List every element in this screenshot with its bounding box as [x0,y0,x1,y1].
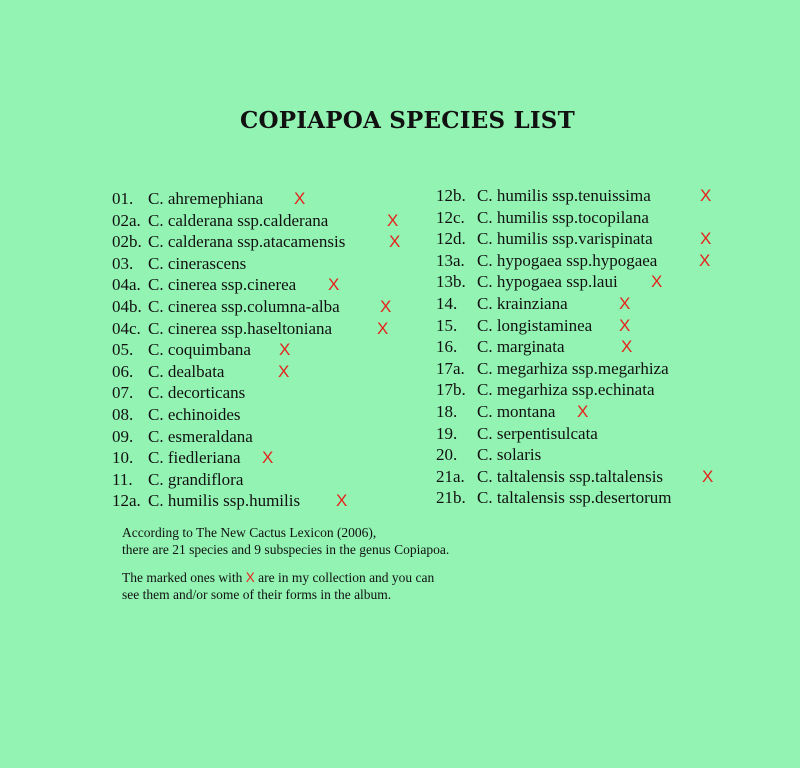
lexicon-note [122,524,449,558]
species-row [112,469,345,491]
note-line: there are 21 species and 9 subspecies in the genus Copiapoa. [122,542,450,557]
collection-mark: X [651,272,663,292]
species-name: C. megarhiza ssp.megarhiza [477,358,669,378]
species-row [436,379,672,401]
species-number: 02b. [112,232,142,252]
collection-mark: X [278,361,290,381]
species-name: C. esmeraldana [148,426,253,446]
species-number: 17b. [436,380,466,400]
species-row [112,318,389,340]
species-number: 19. [436,423,458,443]
species-name: C. marginata [477,337,565,357]
species-row [436,315,672,337]
species-number: 02a. [112,210,141,230]
species-row [112,231,401,253]
species-number: 09. [112,426,134,446]
collection-note [122,569,434,603]
collection-mark: X [377,318,389,338]
collection-mark: X [619,293,631,313]
species-number: 20. [436,445,458,465]
species-number: 04c. [112,318,141,338]
species-number: 17a. [436,358,465,378]
species-row [112,490,348,512]
species-number: 03. [112,253,134,273]
species-name: C. solaris [477,445,542,465]
species-name: C. coquimbana [148,340,251,360]
species-number: 12a. [112,491,141,511]
collection-mark: X [336,491,348,511]
species-number: 07. [112,383,134,403]
species-row [436,487,672,509]
species-name: C. hypogaea ssp.laui [477,272,618,292]
species-row [112,274,345,296]
species-number: 15. [436,315,458,335]
species-name: C. humilis ssp.humilis [148,491,301,511]
collection-mark: X [262,448,274,468]
species-number: 04a. [112,275,141,295]
species-name: C. humilis ssp.tenuissima [477,186,651,205]
note-text: The marked ones with [122,570,246,585]
species-number: 06. [112,361,134,381]
species-number: 01. [112,189,134,208]
collection-mark: X [699,250,711,270]
species-row [112,188,345,210]
species-row [112,426,345,448]
species-row [436,185,712,207]
species-row [112,296,392,318]
species-number: 13b. [436,272,466,292]
species-name: C. ahremephiana [148,189,264,208]
collection-mark: X [619,315,631,335]
species-list-right [436,185,714,509]
species-row [112,447,345,469]
species-row [436,250,711,272]
species-list-left [112,188,401,512]
species-row [112,404,345,426]
collection-mark: X [294,189,306,208]
species-name: C. montana [477,401,556,421]
species-name: C. calderana ssp.calderana [148,210,329,230]
species-row [436,466,714,488]
note-text: are in my collection and you can [254,570,435,585]
species-row [436,271,672,293]
species-row [112,382,345,404]
species-name: C. taltalensis ssp.desertorum [477,488,672,508]
collection-mark: X [245,570,255,585]
species-number: 14. [436,293,458,313]
species-name: C. taltalensis ssp.taltalensis [477,466,664,486]
species-row [112,339,345,361]
species-row [436,293,672,315]
species-number: 12b. [436,186,466,205]
species-number: 21a. [436,466,465,486]
collection-mark: X [380,296,392,316]
species-number: 10. [112,448,134,468]
species-name: C. serpentisulcata [477,423,598,443]
note-line [122,569,434,586]
page-title: COPIAPOA SPECIES LIST [240,107,575,134]
species-name: C. longistaminea [477,315,593,335]
species-name: C. hypogaea ssp.hypogaea [477,250,658,270]
species-name: C. dealbata [148,361,225,381]
species-row [436,401,672,423]
collection-mark: X [700,186,712,205]
species-name: C. cinerascens [148,253,247,273]
species-row [112,361,345,383]
species-name: C. humilis ssp.tocopilana [477,207,649,227]
species-name: C. decorticans [148,383,246,403]
species-number: 21b. [436,488,466,508]
species-number: 16. [436,337,458,357]
species-name: C. fiedleriana [148,448,241,468]
species-row [436,423,672,445]
collection-mark: X [387,210,399,230]
collection-mark: X [621,337,633,357]
species-row [436,358,672,380]
species-number: 11. [112,469,133,489]
species-number: 05. [112,340,134,360]
collection-mark: X [328,275,340,295]
species-name: C. echinoides [148,404,241,424]
species-row [436,444,672,466]
species-name: C. cinerea ssp.haseltoniana [148,318,333,338]
species-number: 04b. [112,296,142,316]
collection-mark: X [577,401,589,421]
species-row [112,253,345,275]
collection-mark: X [389,232,401,252]
species-row [436,336,672,358]
species-row [112,210,399,232]
collection-mark: X [700,229,712,249]
species-row [436,228,712,250]
species-number: 08. [112,404,134,424]
species-name: C. megarhiza ssp.echinata [477,380,655,400]
species-number: 13a. [436,250,465,270]
species-name: C. cinerea ssp.columna-alba [148,296,340,316]
species-number: 12d. [436,229,466,249]
collection-mark: X [279,340,291,360]
note-line: see them and/or some of their forms in the album. [122,587,392,602]
species-row [436,207,672,229]
species-name: C. cinerea ssp.cinerea [148,275,297,295]
species-name: C. humilis ssp.varispinata [477,229,653,249]
species-number: 18. [436,401,458,421]
note-line: According to The New Cactus Lexicon (2006), [122,525,377,540]
species-name: C. grandiflora [148,469,244,489]
species-number: 12c. [436,207,465,227]
species-name: C. calderana ssp.atacamensis [148,232,346,252]
collection-mark: X [702,466,714,486]
species-name: C. krainziana [477,293,568,313]
